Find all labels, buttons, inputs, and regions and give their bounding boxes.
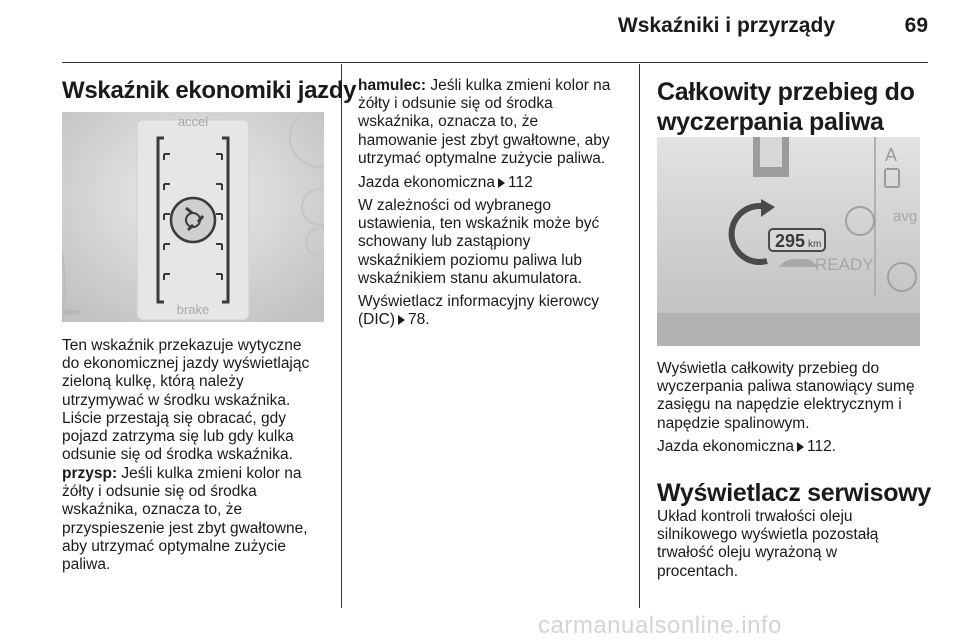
range-unit: km bbox=[808, 239, 822, 250]
accel-description: przysp: Jeśli kulka zmieni kolor na żółty i odsunie się od środka wskaźnika, oznacza to, że przyspieszenie jest zbyt gwałtowne, aby utrzymać optymalne zużycie paliwa. bbox=[62, 465, 308, 574]
gauge-label-brake: brake bbox=[176, 302, 210, 317]
cross-reference-arrow-icon bbox=[797, 442, 804, 452]
total-range-figure bbox=[657, 137, 920, 346]
economy-gauge-illustration bbox=[62, 112, 324, 322]
cross-reference-arrow-icon bbox=[498, 178, 505, 188]
accel-term: przysp: bbox=[62, 465, 118, 482]
brake-description: hamulec: Jeśli kulka zmieni kolor na żółty i odsunie się od środka wskaźnika, oznacza to, że hamowanie jest zbyt gwałtowne, aby utrzymać optymalne zużycie paliwa. bbox=[358, 77, 611, 167]
watermark: carmanualsonline.info bbox=[538, 612, 782, 639]
dic-reference[interactable]: Wyświetlacz informacyjny kierowcy (DIC) 78. bbox=[358, 293, 600, 329]
total-range-description: Wyświetla całkowity przebieg do wyczerpania paliwa stanowiący sumę zasięgu na napędzie elektrycznym i napędzie spalinowym. bbox=[657, 360, 915, 432]
service-display-description: Układ kontroli trwałości oleju silnikowego wyświetla pozostałą trwałość oleju wyrażoną w procentach. bbox=[657, 508, 879, 580]
economy-description: Ten wskaźnik przekazuje wytyczne do ekonomicznej jazdy wyświetlając zieloną kulkę, którą należy utrzymywać w środku wskaźnika. Liście przestają się obracać, gdy pojazd zatrzyma się lub gdy kulka odsunie się od środka wskaźnika. bbox=[62, 337, 310, 464]
svg-text:A: A bbox=[885, 145, 898, 165]
brake-term: hamulec: bbox=[358, 77, 427, 94]
economy-gauge-figure bbox=[62, 112, 324, 322]
ready-label: READY bbox=[815, 255, 874, 274]
page-header-title: Wskaźniki i przyrządy bbox=[617, 14, 835, 37]
cross-reference-arrow-icon bbox=[398, 315, 405, 325]
section-heading-service-display: Wyświetlacz serwisowy bbox=[657, 479, 931, 507]
gauge-label-accel: accel bbox=[177, 114, 209, 129]
gauge-label-odometer: 0km bbox=[64, 308, 80, 317]
header-rule bbox=[62, 62, 928, 63]
section-heading-economy: Wskaźnik ekonomiki jazdy bbox=[62, 77, 357, 104]
column-divider-1 bbox=[341, 64, 342, 608]
range-value: 295 bbox=[775, 231, 806, 251]
visibility-note: W zależności od wybranego ustawienia, ten wskaźnik może być schowany lub zastąpiony wskaźnikiem poziomu paliwa lub wskaźnikiem stanu akumulatora. bbox=[358, 197, 600, 287]
range-display-illustration bbox=[657, 137, 920, 346]
avg-label: avg bbox=[893, 208, 918, 225]
section-heading-total-range: Całkowity przebieg do wyczerpania paliwa bbox=[657, 78, 915, 136]
eco-driving-reference[interactable]: Jazda ekonomiczna 112 bbox=[358, 174, 533, 191]
column-divider-2 bbox=[639, 64, 640, 608]
eco-driving-reference-2[interactable]: Jazda ekonomiczna 112. bbox=[657, 438, 837, 455]
page-number: 69 bbox=[904, 14, 928, 37]
